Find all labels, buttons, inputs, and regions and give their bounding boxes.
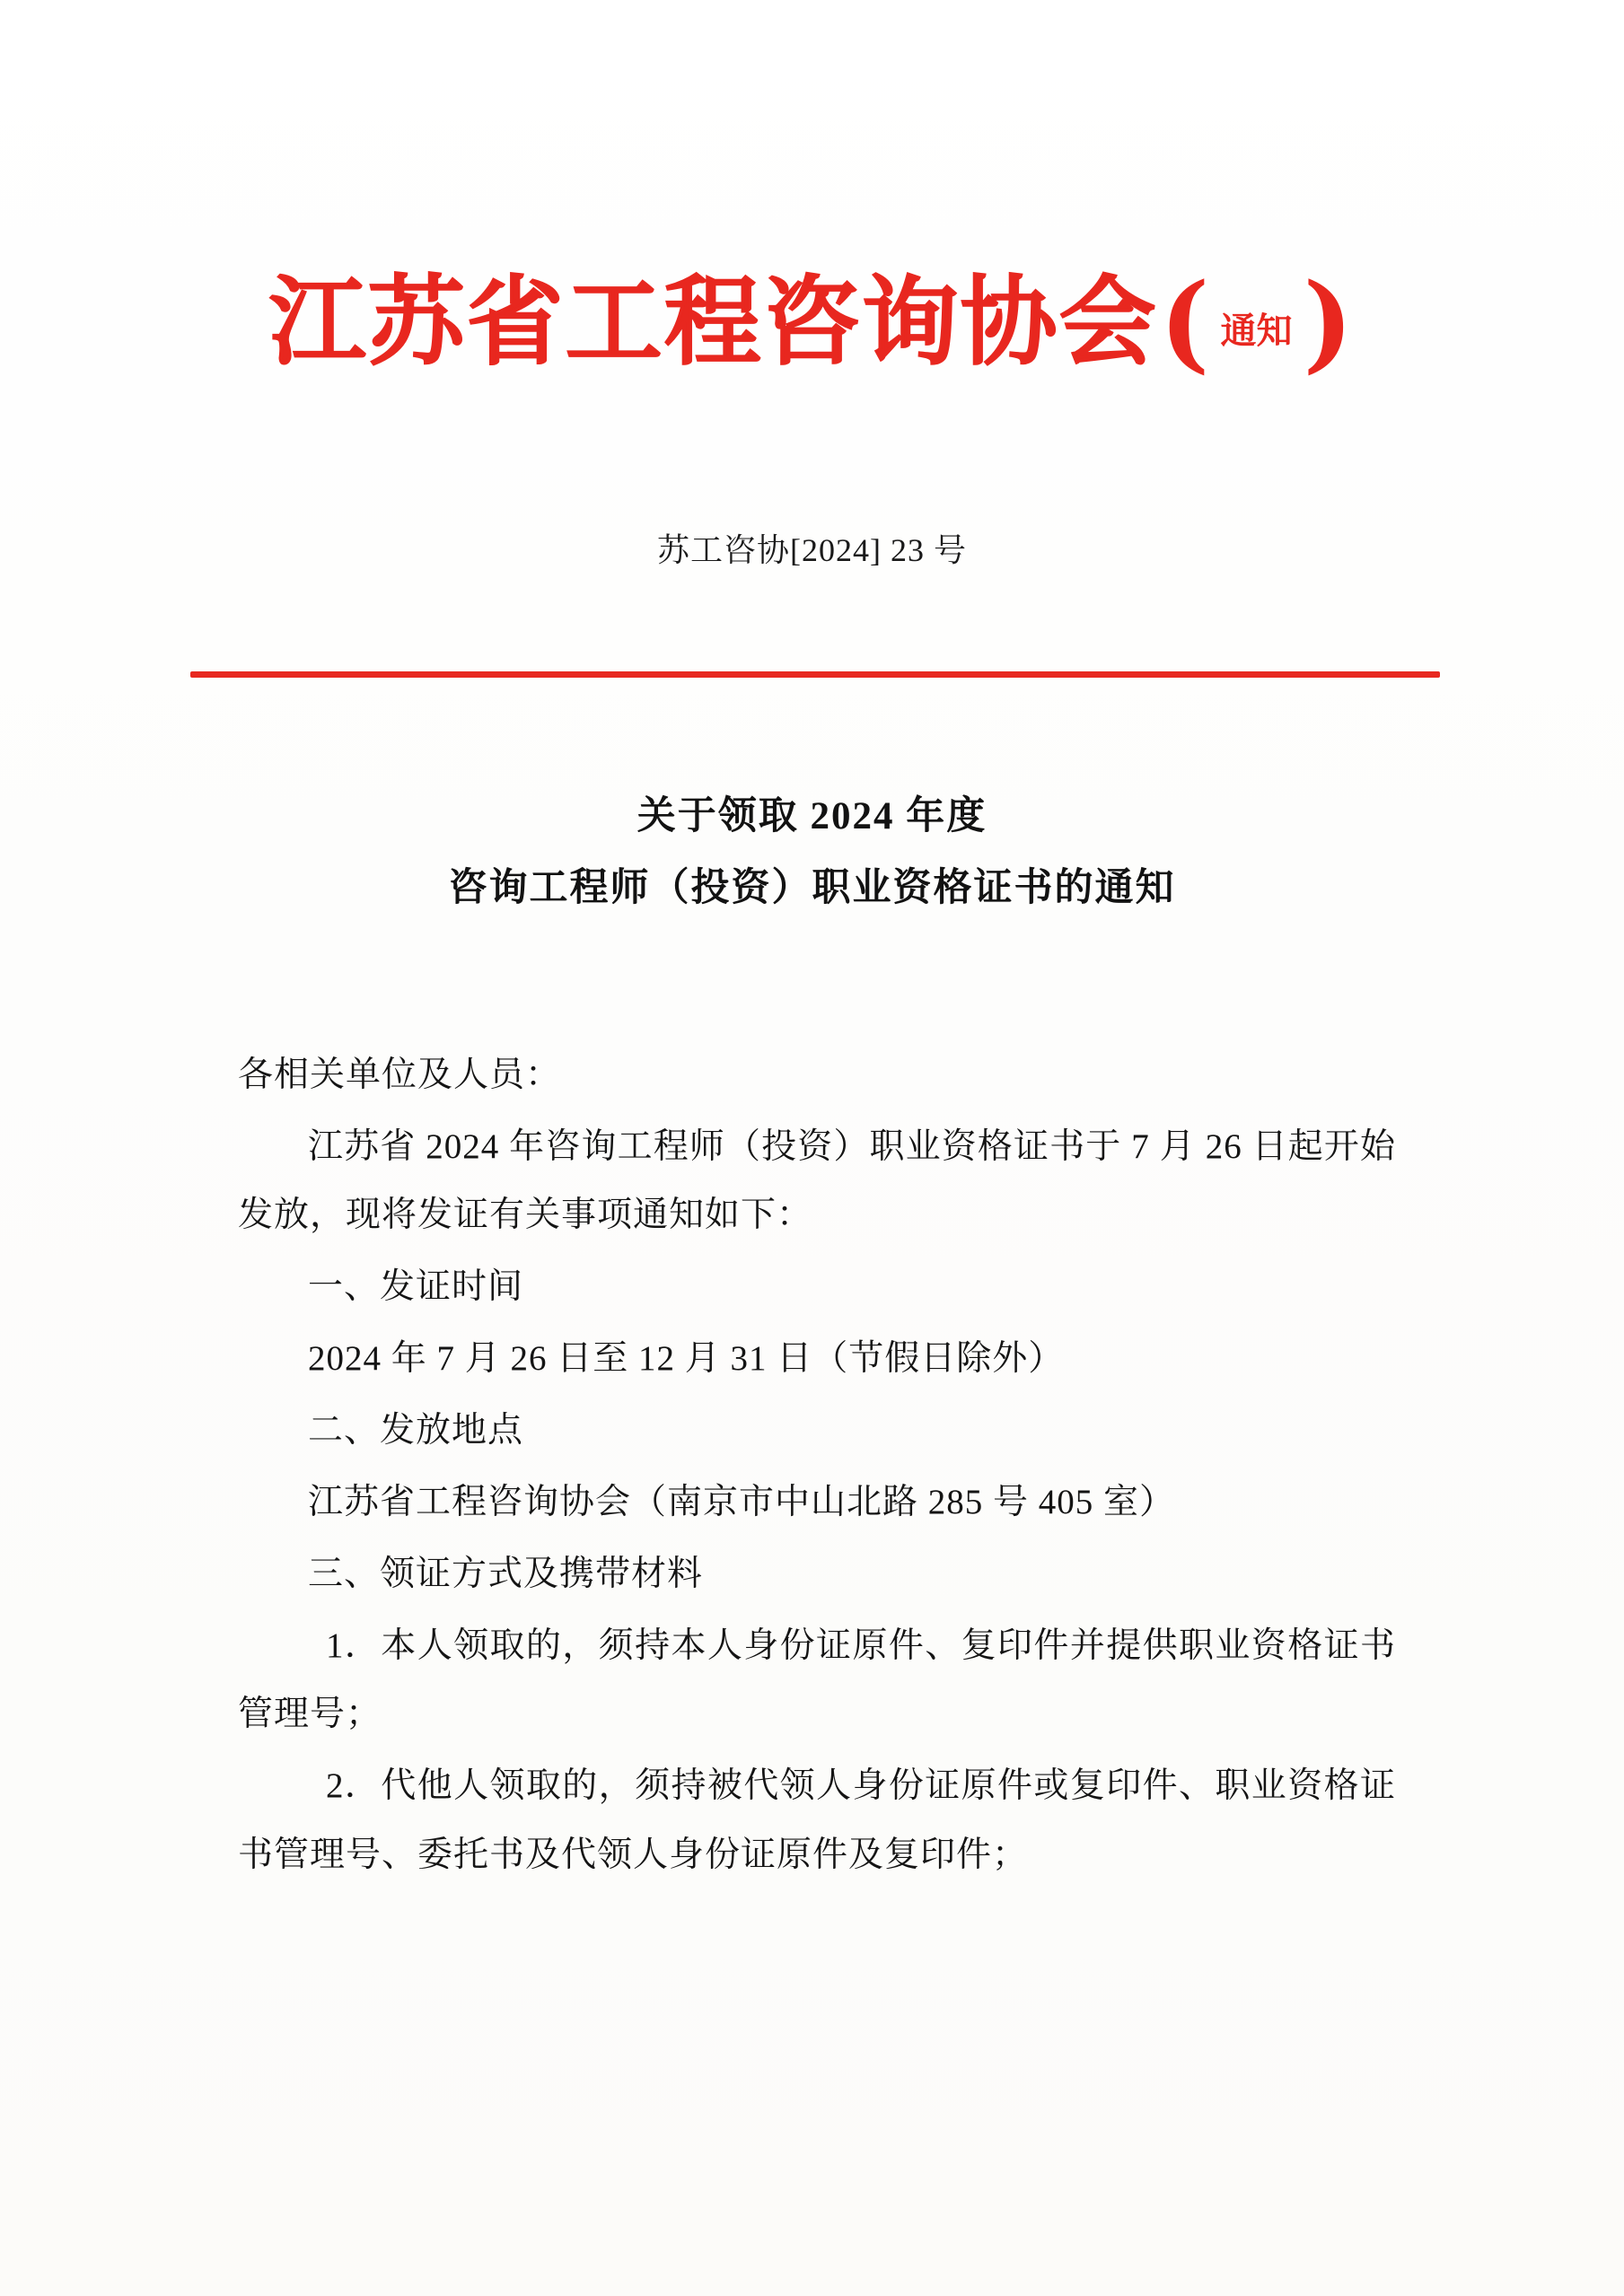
title-line-1: 关于领取 2024 年度 xyxy=(636,795,988,837)
document-body xyxy=(238,1041,1396,1893)
section-content-2: 江苏省工程咨询协会（南京市中山北路 285 号 405 室） xyxy=(308,1483,1176,1522)
red-divider-rule xyxy=(190,671,1440,678)
letterhead xyxy=(0,259,1624,384)
body-paragraph-1: 江苏省 2024 年咨询工程师（投资）职业资格证书于 7 月 26 日起开始发放，现将发证有关事项通知如下： xyxy=(238,1127,1396,1235)
document-kind-label: 通知 xyxy=(1220,310,1293,352)
document-number: 苏工咨协[2024] 23 号 xyxy=(657,532,967,568)
list-item-2: 2．代他人领取的，须持被代领人身份证原件或复印件、职业资格证书管理号、委托书及代领人身份证原件及复印件； xyxy=(238,1766,1396,1874)
list-item-1: 1．本人领取的，须持本人身份证原件、复印件并提供职业资格证书管理号； xyxy=(238,1626,1396,1734)
section-heading-3: 三、领证方式及携带材料 xyxy=(308,1555,704,1594)
salutation: 各相关单位及人员： xyxy=(238,1056,562,1094)
section-heading-1: 一、发证时间 xyxy=(308,1267,524,1307)
letterhead-paren-open: ( xyxy=(1159,259,1210,384)
title-line-2: 咨询工程师（投资）职业资格证书的通知 xyxy=(448,866,1176,909)
section-heading-2: 二、发放地点 xyxy=(308,1411,524,1450)
letterhead-paren-close: ) xyxy=(1303,259,1354,384)
organization-name: 江苏省工程咨询协会 xyxy=(268,266,1158,379)
page-title xyxy=(0,781,1624,924)
section-content-1: 2024 年 7 月 26 日至 12 月 31 日（节假日除外） xyxy=(308,1339,1065,1379)
